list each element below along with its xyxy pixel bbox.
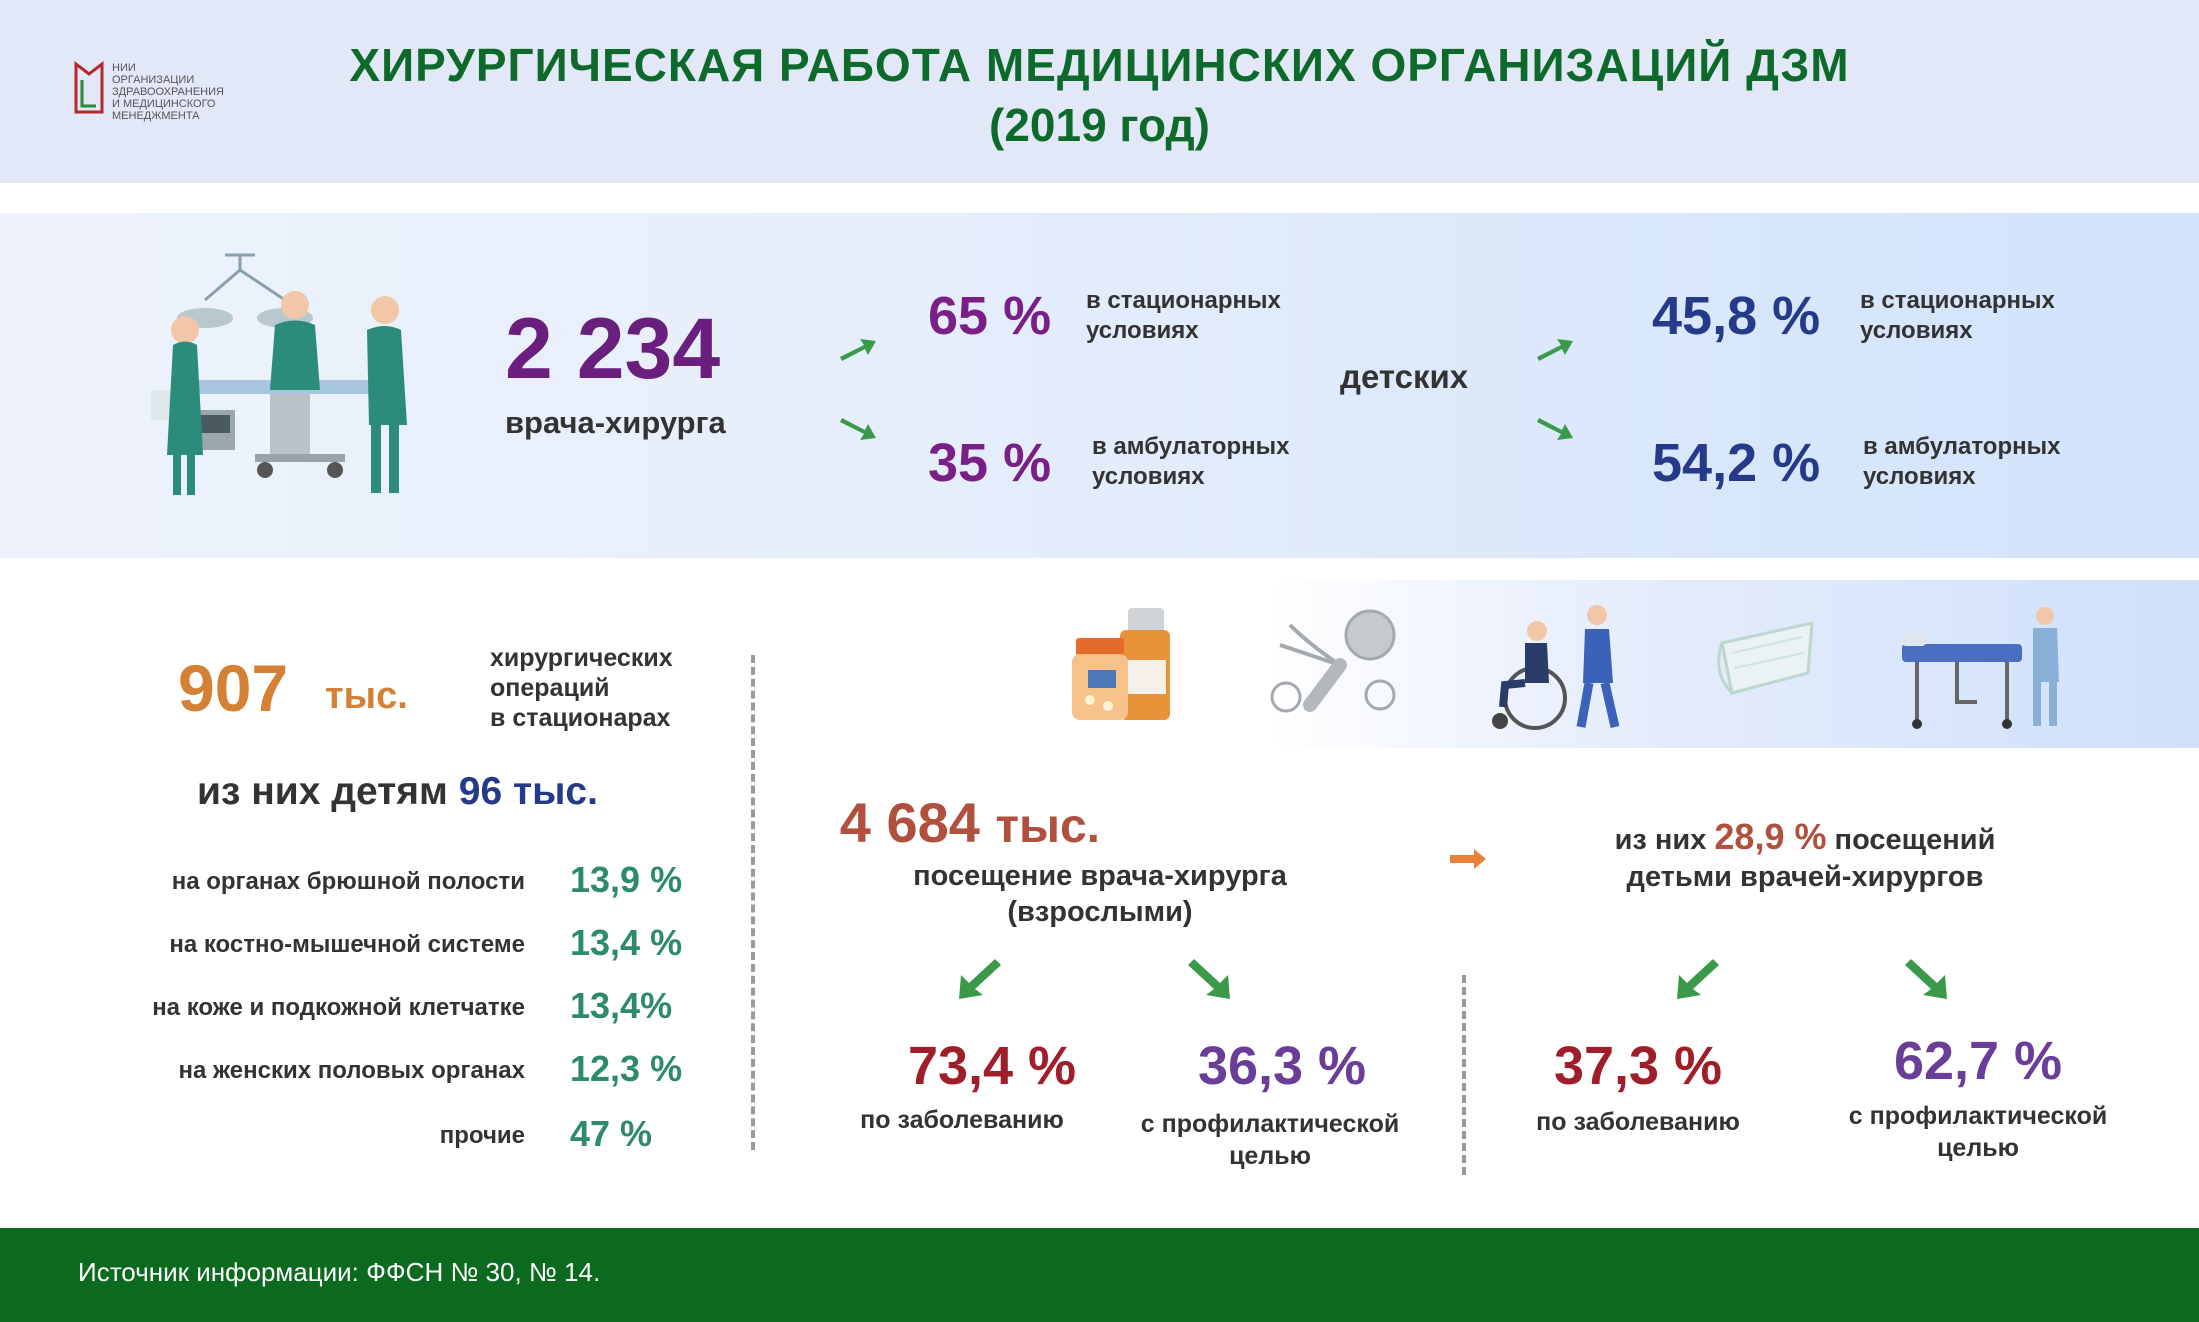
inpatient-label-line: условиях bbox=[1086, 317, 1199, 344]
disease-label: по заболеванию bbox=[860, 1106, 1064, 1134]
prevent-label-line: целью bbox=[1229, 1142, 1311, 1170]
kids-visits-prefix: из них bbox=[1614, 824, 1707, 856]
operations-label-line: операций bbox=[490, 674, 610, 702]
category-label: на коже и подкожной клетчатке bbox=[152, 994, 525, 1021]
kids-operations-unit: тыс. bbox=[512, 770, 598, 813]
category-value: 47 % bbox=[570, 1113, 653, 1154]
category-value: 13,4% bbox=[570, 985, 673, 1026]
operations-unit: тыс. bbox=[325, 675, 408, 717]
pill-bottles-icon bbox=[1068, 600, 1173, 725]
kids-disease-label: по заболеванию bbox=[1536, 1108, 1740, 1136]
visits-count bbox=[0, 790, 1100, 855]
prevent-label-line: с профилактической bbox=[1140, 1110, 1400, 1138]
operations-label bbox=[490, 643, 673, 733]
kids-disease-percent: 37,3 % bbox=[1553, 1036, 1723, 1096]
kids-operations-prefix: из них детям bbox=[197, 770, 448, 813]
arrow-down-right-icon bbox=[1188, 955, 1234, 1001]
arrow-right-icon bbox=[1448, 848, 1488, 870]
surgical-mask-icon bbox=[1712, 613, 1822, 723]
kids-visits bbox=[1545, 818, 2065, 896]
child-outpatient-percent: 54,2 % bbox=[1652, 433, 1821, 493]
child-outpatient-label-line: в амбулаторных bbox=[1863, 433, 2061, 460]
arrow-down-right-icon bbox=[1905, 955, 1951, 1001]
source-note: Источник информации: ФФСН № 30, № 14. bbox=[78, 1257, 601, 1287]
logo-line: МЕНЕДЖМЕНТА bbox=[112, 110, 200, 122]
category-label: прочие bbox=[439, 1122, 525, 1149]
page-title: ХИРУРГИЧЕСКАЯ РАБОТА МЕДИЦИНСКИХ ОРГАНИЗАЦИЙ ДЗМ bbox=[349, 39, 1850, 91]
operations-label-line: в стационарах bbox=[490, 704, 671, 732]
kids-visits-percent: 28,9 % bbox=[1714, 816, 1827, 857]
child-outpatient-label bbox=[1863, 432, 2060, 492]
hospital-bed-icon bbox=[1897, 602, 2067, 732]
children-label: детских bbox=[1340, 358, 1469, 395]
outpatient-label-line: в амбулаторных bbox=[1092, 433, 1290, 460]
inpatient-label-line: в стационарных bbox=[1086, 287, 1281, 314]
arrow-down-left-icon bbox=[1673, 955, 1719, 1001]
operations-label-line: хирургических bbox=[490, 644, 673, 672]
visits-count-value: 4 684 bbox=[839, 791, 980, 854]
visits-count-unit: тыс. bbox=[995, 800, 1100, 853]
kids-prevent-percent: 62,7 % bbox=[1893, 1031, 2063, 1091]
surgical-instruments-icon bbox=[1270, 605, 1405, 730]
kids-visits-line: детьми врачей-хирургов bbox=[1626, 861, 1984, 893]
category-value: 13,9 % bbox=[570, 859, 683, 900]
inpatient-label bbox=[1086, 286, 1281, 346]
doctors-label: врача-хирурга bbox=[505, 405, 726, 440]
category-value: 12,3 % bbox=[570, 1048, 683, 1089]
arrow-down-left-icon bbox=[955, 955, 1001, 1001]
kids-prevent-label bbox=[1818, 1100, 2138, 1164]
category-label: на женских половых органах bbox=[178, 1057, 525, 1084]
outpatient-percent: 35 % bbox=[928, 433, 1052, 493]
operations-count: 907 bbox=[178, 651, 289, 725]
category-label: на органах брюшной полости bbox=[171, 868, 525, 895]
prevent-label bbox=[1110, 1108, 1430, 1172]
visits-label-line: посещение врача-хирурга bbox=[913, 860, 1287, 892]
disease-percent: 73,4 % bbox=[907, 1036, 1077, 1096]
arrow-down-icon bbox=[1535, 418, 1575, 444]
child-inpatient-label-line: условиях bbox=[1860, 317, 1973, 344]
divider bbox=[1462, 975, 1466, 1175]
surgery-team-icon bbox=[145, 250, 415, 505]
child-inpatient-percent: 45,8 % bbox=[1652, 286, 1821, 346]
arrow-up-icon bbox=[838, 335, 878, 361]
logo-line: И МЕДИЦИНСКОГО bbox=[112, 98, 216, 110]
visits-label-line: (взрослыми) bbox=[1007, 896, 1193, 928]
logo-line: ОРГАНИЗАЦИИ bbox=[112, 74, 195, 86]
category-value: 13,4 % bbox=[570, 922, 683, 963]
child-outpatient-label-line: условиях bbox=[1863, 463, 1976, 490]
logo-line: НИИ bbox=[112, 62, 136, 74]
outpatient-label-line: условиях bbox=[1092, 463, 1205, 490]
kids-operations-count: 96 bbox=[458, 770, 503, 813]
arrow-down-icon bbox=[838, 418, 878, 444]
logo-line: ЗДРАВООХРАНЕНИЯ bbox=[112, 86, 224, 98]
visits-label bbox=[840, 858, 1360, 930]
kids-prevent-label-line: с профилактической bbox=[1848, 1102, 2108, 1130]
child-inpatient-label bbox=[1860, 286, 2055, 346]
inpatient-percent: 65 % bbox=[928, 286, 1052, 346]
kids-visits-suffix: посещений bbox=[1834, 824, 1996, 856]
prevent-percent: 36,3 % bbox=[1197, 1036, 1367, 1096]
divider bbox=[751, 655, 755, 1150]
outpatient-label bbox=[1092, 432, 1289, 492]
wheelchair-icon bbox=[1485, 603, 1625, 733]
kids-prevent-label-line: целью bbox=[1937, 1134, 2019, 1162]
doctors-count: 2 234 bbox=[505, 301, 721, 397]
child-inpatient-label-line: в стационарных bbox=[1860, 287, 2055, 314]
page-subtitle: (2019 год) bbox=[989, 99, 1210, 151]
arrow-up-icon bbox=[1535, 335, 1575, 361]
category-label: на костно-мышечной системе bbox=[169, 931, 525, 958]
